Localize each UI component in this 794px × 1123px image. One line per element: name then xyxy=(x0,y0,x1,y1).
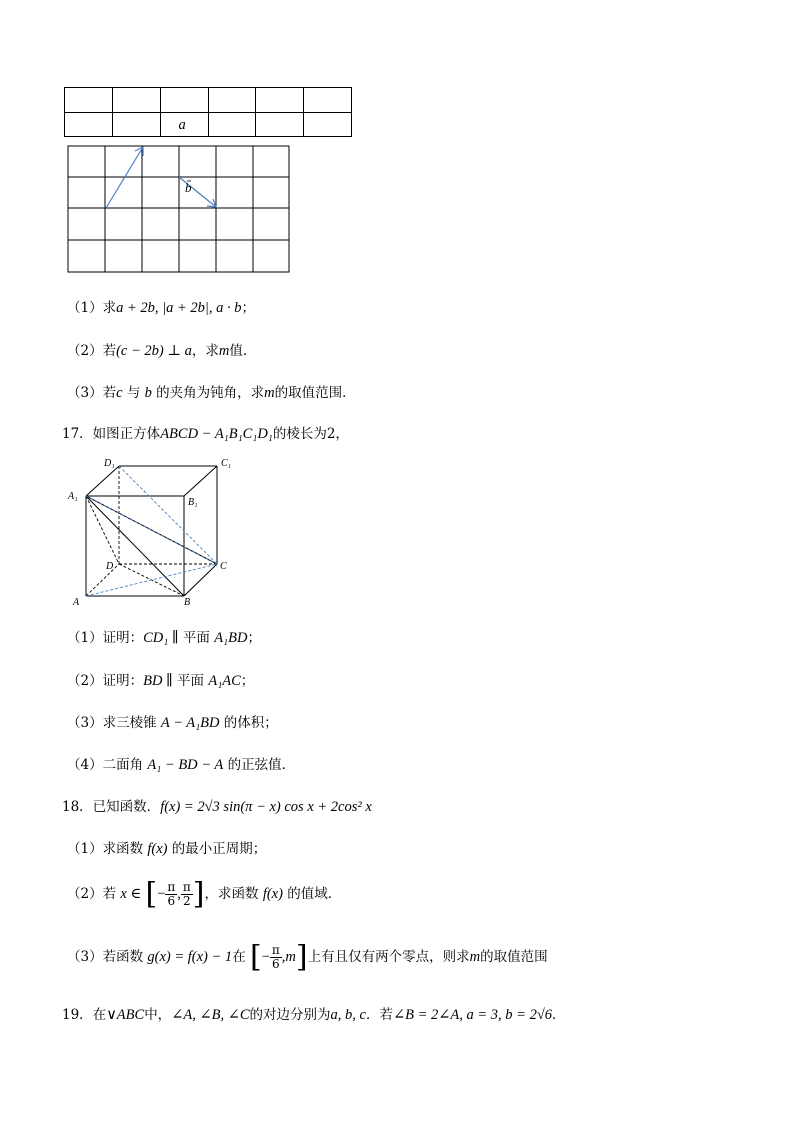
table-cell xyxy=(208,113,256,137)
minus-sign: − xyxy=(157,886,166,902)
right-bracket: ] xyxy=(295,939,308,975)
table-cell xyxy=(112,113,160,137)
fraction xyxy=(270,944,282,971)
part-label: （1）求函数 xyxy=(67,841,148,857)
part-label: （1）证明： xyxy=(67,630,144,646)
grid-lines xyxy=(68,146,289,272)
table-cell xyxy=(160,113,208,137)
text: 在 xyxy=(232,949,246,965)
label-B: B xyxy=(184,597,191,608)
table-cell xyxy=(208,88,256,113)
math-expression: A₁BD xyxy=(214,630,248,646)
q16-part3 xyxy=(67,381,356,402)
numerator: π xyxy=(182,880,191,894)
table-cell xyxy=(112,88,160,113)
question-number: 18．已知函数． xyxy=(62,799,161,815)
question-number: 17．如图正方体 xyxy=(62,426,161,442)
part-label: （4）二面角 xyxy=(67,757,148,773)
text: 的最小正周期； xyxy=(167,841,267,857)
text: ．若 xyxy=(365,1007,393,1023)
label-C: C xyxy=(220,561,227,572)
part-label: （2）若 xyxy=(67,343,117,359)
punctuation: ； xyxy=(241,300,256,316)
right-bracket: ] xyxy=(192,876,205,912)
question-number: 19．在 xyxy=(62,1007,107,1023)
text: 的取值范围 xyxy=(480,949,548,965)
math-expression: ∠B = 2∠A, a = 3, b = 2√6 xyxy=(392,1007,553,1023)
math-expression: CD₁ ∥ xyxy=(143,630,179,646)
table-cell xyxy=(65,88,113,113)
math-var: c xyxy=(116,385,123,401)
table-cell xyxy=(256,88,304,113)
text: 平面 xyxy=(178,630,215,646)
part-label: （1）求 xyxy=(67,300,117,316)
minus-sign: − xyxy=(261,949,270,965)
q17-part3 xyxy=(67,711,278,732)
math-expression: f(x) xyxy=(147,841,168,857)
q18-part3 xyxy=(67,937,548,977)
text: 的对边分别为 xyxy=(249,1007,331,1023)
math-expression: a + 2b, |a + 2b|, a · b xyxy=(116,300,242,316)
text: 的棱长为2， xyxy=(272,426,349,442)
q16-part2 xyxy=(67,339,256,360)
text: 平面 xyxy=(172,673,209,689)
label-D1: D₁ xyxy=(104,458,115,469)
text: 与 xyxy=(122,385,145,401)
denominator: 2 xyxy=(183,894,191,908)
comma: , xyxy=(177,886,181,902)
math-expression: ABCD − A₁B₁C₁D₁ xyxy=(160,426,273,442)
math-expression: f(x) = 2√3 sin(π − x) cos x + 2cos² x xyxy=(160,799,372,815)
numerator: π xyxy=(271,943,280,957)
text: 的夹角为钝角，求 xyxy=(151,385,265,401)
q17-part2 xyxy=(67,669,254,690)
text: 的体积； xyxy=(219,715,278,731)
q18-stem xyxy=(62,795,372,816)
comma: , xyxy=(281,949,286,965)
denominator: 6 xyxy=(167,894,176,908)
punctuation: ． xyxy=(552,1007,566,1023)
cube-edges-hidden xyxy=(86,466,217,596)
q16-part1 xyxy=(67,296,255,317)
text: 的正弦值． xyxy=(223,757,296,773)
math-var: m xyxy=(264,385,275,401)
math-var: b xyxy=(144,385,152,401)
math-var: m xyxy=(469,949,481,965)
cube-figure xyxy=(64,455,244,610)
part-label: （3）求三棱锥 xyxy=(67,715,161,731)
math-expression: g(x) = f(x) − 1 xyxy=(147,949,233,965)
table-cell xyxy=(65,113,113,137)
text: 上有且仅有两个零点，则求 xyxy=(307,949,470,965)
label-D: D xyxy=(106,561,114,572)
text: 值． xyxy=(229,343,257,359)
math-expression: A₁AC xyxy=(208,673,241,689)
numerator: π xyxy=(167,880,176,894)
fraction xyxy=(165,881,177,908)
denominator: 6 xyxy=(272,957,280,971)
q18-part2 xyxy=(67,874,341,914)
math-var: m xyxy=(285,949,296,965)
part-label: （3）若函数 xyxy=(67,949,148,965)
math-expression: A − A₁BD xyxy=(160,715,220,731)
math-expression: x ∈ xyxy=(120,886,142,902)
text: ，求函数 xyxy=(204,886,263,902)
math-expression: BD ∥ xyxy=(143,673,173,689)
math-expression: A₁ − BD − A xyxy=(147,757,224,773)
math-expression: ∨ABC xyxy=(106,1007,145,1023)
label-B1: B₁ xyxy=(188,497,198,508)
fraction xyxy=(181,881,193,908)
math-expression: ∠A, ∠B, ∠C xyxy=(171,1007,250,1023)
math-var: m xyxy=(218,343,230,359)
q18-part1 xyxy=(67,837,266,858)
left-bracket: [ xyxy=(249,939,262,975)
vector-grid-figure xyxy=(66,145,292,275)
label-A1: A₁ xyxy=(68,491,78,502)
table-cell xyxy=(256,113,304,137)
part-label: （3）若 xyxy=(67,385,117,401)
vector-b-label: b xyxy=(185,180,192,195)
top-grid-table xyxy=(64,87,352,137)
text: 的值域． xyxy=(282,886,342,902)
table-cell xyxy=(304,88,352,113)
table-cell xyxy=(304,113,352,137)
math-expression: (c − 2b) ⊥ a xyxy=(116,343,192,359)
vector-a-label: a xyxy=(178,117,186,133)
q19-stem xyxy=(62,1003,566,1024)
punctuation: ； xyxy=(247,630,261,646)
label-C1: C₁ xyxy=(221,458,232,469)
q17-stem xyxy=(62,422,349,443)
text: 中， xyxy=(144,1007,172,1023)
table-cell xyxy=(160,88,208,113)
math-expression: f(x) xyxy=(262,886,283,902)
text: ，求 xyxy=(191,343,219,359)
q17-part4 xyxy=(67,753,295,774)
text: 的取值范围． xyxy=(274,385,356,401)
left-bracket: [ xyxy=(145,876,158,912)
label-A: A xyxy=(73,597,80,608)
punctuation: ； xyxy=(240,673,255,689)
q17-part1 xyxy=(67,626,261,647)
math-expression: a, b, c xyxy=(330,1007,366,1023)
part-label: （2）证明： xyxy=(67,673,144,689)
part-label: （2）若 xyxy=(67,886,121,902)
